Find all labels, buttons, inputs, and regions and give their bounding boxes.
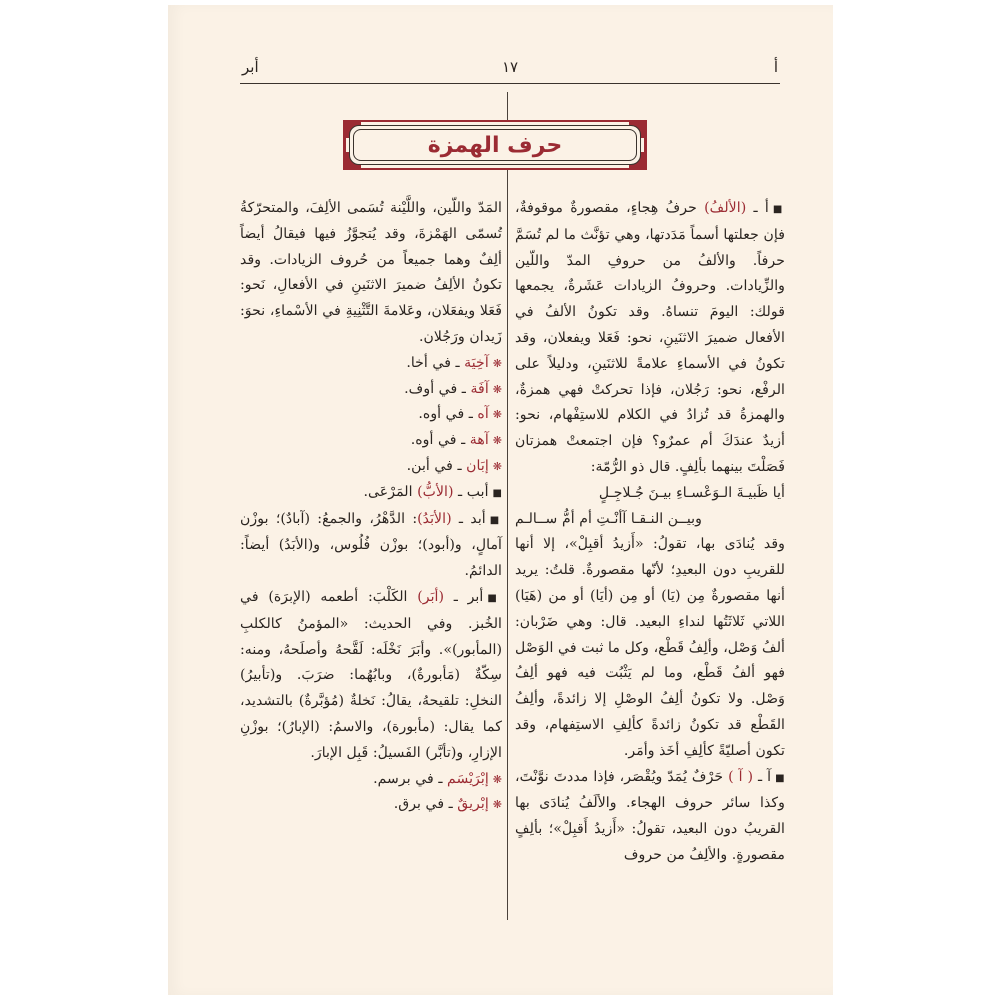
- cross-ref-word: آخِيَة: [464, 354, 489, 371]
- cross-reference: [240, 767, 502, 793]
- headword: (الأبَدُ): [417, 510, 452, 527]
- cross-ref-target: ـ في أبن.: [406, 457, 467, 474]
- verse-line-1: أيا ظَبيـةَ الـوَعْسـاءِ بيـنَ جُـلاجِـلٍ: [598, 484, 785, 501]
- left-column: [240, 196, 502, 818]
- headword: (أبَر): [417, 588, 444, 605]
- entry-abr: [240, 585, 502, 767]
- cross-ref-word: إبْرَيْسَم: [447, 770, 489, 787]
- square-bullet-icon: ■: [489, 514, 503, 526]
- column-divider: [507, 92, 508, 920]
- cross-ref-target: ـ في برسم.: [373, 770, 447, 787]
- asterisk-icon: ❋: [492, 382, 502, 396]
- cross-ref-target: ـ في أوه.: [410, 432, 470, 449]
- entry-root: أ ـ: [746, 200, 769, 216]
- cross-ref-target: ـ في أوف.: [404, 380, 471, 397]
- entry-root: أبب ـ: [453, 483, 489, 500]
- cross-ref-word: آفَة: [470, 380, 489, 397]
- cross-ref-target: ـ في أخا.: [406, 354, 465, 371]
- entry-root: آ ـ: [753, 768, 772, 785]
- entry-abd: [240, 507, 502, 585]
- headword: (الألفُ): [704, 200, 747, 216]
- entry-text: المَرْعَى.: [363, 483, 418, 500]
- title-frame-top: [343, 120, 647, 122]
- section-title: حرف الهمزة: [427, 132, 563, 158]
- square-bullet-icon: ■: [775, 772, 785, 784]
- cross-ref-word: آهة: [469, 432, 489, 449]
- cross-ref-word: إبَان: [466, 457, 489, 474]
- square-bullet-icon: ■: [487, 592, 502, 604]
- asterisk-icon: ❋: [492, 459, 502, 473]
- entry-continuation: المَدّ واللّين، واللَّيْنة تُسَمى الألِفَ، والمتحرّكةُ تُسمّى الهَمْزةَ، وقد يُتجوَّزُ فيها فيقالُ أيضاً ألِفٌ وهما جميعاً من حُروف الزيادات. وقد تكونُ الألِفُ ضميرَ الاثنَينِ في الأفعالِ، نَحو: فَعَلا ويفعَلان، وعَلامةَ التَّثْنِيةِ في الأسْماءِ، نحوَ: زَيدان ورَجُلان.: [240, 200, 502, 345]
- asterisk-icon: ❋: [492, 356, 502, 370]
- title-inner-frame: [349, 125, 641, 165]
- entry-continuation: وقد يُنادَى بها، تقولُ: «أَزيدُ أقبِلْ»، إلا أنها للقريبِ دون البعيدِ؛ لأنّها مقصورةٌ. قلتُ: يريد أنها مقصورةٌ مِن (يَا) أو مِن (أيَا) أو من (هَيَا) اللاتي ثَلاثَتُها لنداءِ البعيد. قال: وهي ضَرْبان: ألفُ وَصْل، وألِفُ قَطْع، وكل ما ثبت في الوَصْل فهو ألفُ قَطْع، وما لم يَثْبُت فيه فهو ألِفُ وَصْل. ولا تكونُ ألِفُ الوصْلِ إلا زائدةً، وألِفُ القَطْع قد تكونُ زائدةً كألِفِ الاستِفهام، وقد تكون أصليّةً كألِفِ أخَذ وأمَر.: [515, 536, 785, 759]
- cross-reference: [240, 792, 502, 818]
- entry-text: حرفُ هِجاءٍ، مقصورةٌ موقوفةٌ، فإن جعلتها أسماً مَدَدتها، وهي تؤنَّث ما لم تُسَمَّ حرفاً. والألفُ من حروفِ المدّ واللّين والزِّيادات. وحروفُ الزيادات عَشَرةٌ، يجمعها قولك: اليومَ تنساهُ. وقد تكونُ الألفُ في الأفعال ضميرَ الاثنَينِ، نحو: فَعَلا ويفعلان، وقد تكونُ في الأسماءِ علامةً للاثنَينِ، ودليلاً على الرفْع، نحو: رَجُلان، فإذا تحركتْ فهي همزةٌ، والهمزةُ قد تُزادُ في الكلام للاستِفْهام، نحو: أزيدٌ عندَكَ أم عمرٌو؟ فإن اجتمعتْ همزتان فَصَلْتَ بينهما بألِفٍ. قال ذو الرُّمّة:: [515, 200, 785, 475]
- cross-reference: [240, 428, 502, 454]
- verse-line-2: وبيــن النـقـا آأنْـتِ أم أمُّ ســالـم: [515, 510, 702, 527]
- entry-text: حَرْفٌ يُمَدّ ويُقْصَر، فإذا مددتَ نوَّنْتَ، وكذا سائر حروف الهجاء. والألَفُ يُنادَى بها القريبُ دون البعيد، تقولُ: «أَزيدُ أَقبِلْ»؛ بألِفٍ مقصورةٍ. والألِفُ من حروف: [515, 768, 785, 863]
- cross-reference: [240, 351, 502, 377]
- asterisk-icon: ❋: [492, 772, 502, 786]
- entry-text: الكَلْبَ: أطعمه (الإبرَة) في الخُبز. وفي الحديث: «المؤمنُ كالكلبِ (المأبور)». وأبَرَ نَخْلَه: لَقَّحهُ وأصلَحهُ، ومنه: سِكّةٌ (مَأبورةٌ)، وبابُهُما: ضرَبَ. و(تأبيرُ) النخلِ: تلقيحهُ، يقالُ: نَخلةٌ (مُؤبَّرةٌ) بالتشديد، كما يقال: (مأبورة)، والاسمُ: (الإبارُ)؛ بوزْنِ الإزارِ، و(تأبَّر) الفَسيلُ: قَبِل الإبارَ.: [240, 588, 502, 761]
- cross-reference: [240, 454, 502, 480]
- title-inner-frame-2: [353, 129, 637, 161]
- page-number: ١٧: [501, 58, 519, 76]
- running-head-letter: أ: [773, 58, 778, 76]
- cross-ref-word: إبْريقٌ: [457, 796, 489, 813]
- headword: ( آ ): [728, 768, 754, 785]
- header-rule: [240, 83, 780, 84]
- guide-word: أبر: [242, 58, 259, 76]
- entry-root: أبر ـ: [444, 588, 484, 605]
- entry-text: : الدَّهْرُ، والجمعُ: (آبادٌ)؛ بوزْن آمالٍ، و(أبود)؛ بوزْن فُلُوس، و(الأبَدُ) أيضاً: الدائمُ.: [240, 510, 502, 580]
- entry-root: أبد ـ: [451, 510, 486, 527]
- asterisk-icon: ❋: [492, 434, 502, 448]
- cross-ref-target: ـ في برق.: [393, 796, 458, 813]
- asterisk-icon: ❋: [492, 408, 502, 422]
- asterisk-icon: ❋: [492, 798, 502, 812]
- headword: (الأبُّ): [417, 483, 454, 500]
- section-title-box: [343, 120, 647, 170]
- square-bullet-icon: ■: [772, 204, 785, 215]
- cross-reference: [240, 402, 502, 428]
- cross-reference: [240, 377, 502, 403]
- entry-alif: [515, 196, 785, 481]
- title-frame-bottom: [343, 168, 647, 170]
- square-bullet-icon: ■: [492, 487, 502, 499]
- running-head: [240, 58, 780, 82]
- entry-abb: [240, 480, 502, 507]
- cross-ref-word: آه: [477, 406, 489, 423]
- cross-ref-target: ـ في أوه.: [418, 406, 478, 423]
- right-column: [515, 196, 785, 869]
- entry-alif-madda: [515, 765, 785, 869]
